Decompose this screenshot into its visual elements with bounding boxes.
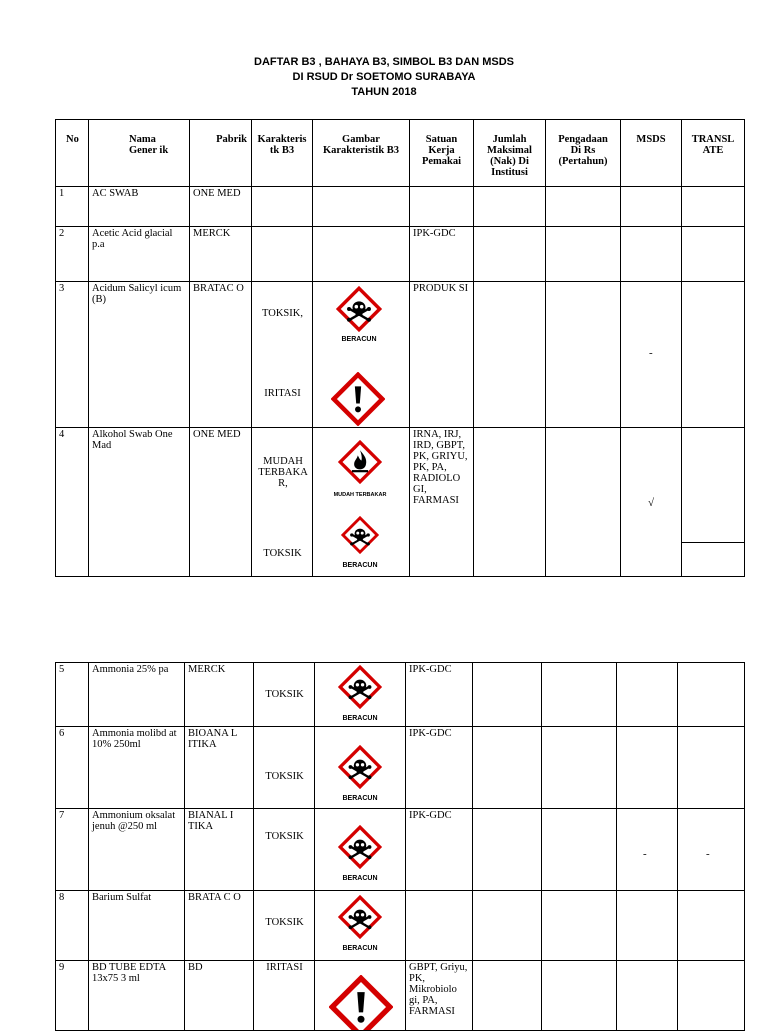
cell-pabrik: BIANAL I TIKA bbox=[185, 809, 254, 891]
cell-karakteristik bbox=[254, 663, 315, 727]
beracun-pictogram bbox=[323, 665, 397, 725]
cell-pabrik: BIOANA L ITIKA bbox=[185, 727, 254, 809]
cell-satuan: IPK-GDC bbox=[406, 809, 473, 891]
cell-translate bbox=[682, 227, 745, 282]
header-jumlah: Jumlah Maksimal (Nak) Di Institusi bbox=[474, 120, 546, 187]
cell-satuan: IPK-GDC bbox=[406, 727, 473, 809]
cell-gambar bbox=[315, 727, 406, 809]
cell-jumlah bbox=[473, 727, 542, 809]
beracun-pictogram bbox=[323, 286, 395, 348]
cell-pabrik: BRATAC O bbox=[190, 282, 252, 428]
cell-nama: Acidum Salicyl icum (B) bbox=[89, 282, 190, 428]
cell-karakteristik bbox=[254, 891, 315, 961]
cell-msds bbox=[621, 428, 682, 577]
header-pengadaan: Pengadaan Di Rs (Pertahun) bbox=[546, 120, 621, 187]
header-satuan: Satuan Kerja Pemakai bbox=[410, 120, 474, 187]
beracun-label: BERACUN bbox=[342, 875, 378, 882]
karakteristik-iritasi: IRITASI bbox=[266, 962, 303, 973]
table-row bbox=[56, 227, 745, 282]
cell-gambar bbox=[313, 227, 410, 282]
table-row bbox=[56, 727, 745, 809]
cell-msds bbox=[617, 727, 678, 809]
beracun-label: BERACUN bbox=[342, 945, 378, 952]
translate-value: - bbox=[706, 848, 710, 860]
cell-karakteristik bbox=[252, 428, 313, 577]
cell-pengadaan bbox=[542, 961, 617, 1031]
cell-no: 5 bbox=[56, 663, 89, 727]
mudah-terbakar-label: MUDAH TERBAKAR bbox=[333, 492, 387, 498]
cell-translate bbox=[682, 282, 745, 428]
cell-pengadaan bbox=[542, 727, 617, 809]
cell-karakteristik bbox=[252, 187, 313, 227]
beracun-label: BERACUN bbox=[342, 795, 378, 802]
cell-karakteristik bbox=[252, 227, 313, 282]
header-translate: TRANSL ATE bbox=[682, 120, 745, 187]
cell-translate bbox=[678, 961, 745, 1031]
cell-no: 3 bbox=[56, 282, 89, 428]
cell-satuan bbox=[410, 187, 474, 227]
msds-value: - bbox=[643, 848, 647, 860]
cell-msds bbox=[617, 809, 678, 891]
cell-nama: Ammonia 25% pa bbox=[89, 663, 185, 727]
beracun-pictogram bbox=[323, 516, 397, 572]
cell-nama: BD TUBE EDTA 13x75 3 ml bbox=[89, 961, 185, 1031]
cell-translate bbox=[682, 187, 745, 227]
cell-msds bbox=[621, 187, 682, 227]
karakteristik-toksik: TOKSIK bbox=[265, 917, 304, 928]
cell-no: 6 bbox=[56, 727, 89, 809]
header-msds: MSDS bbox=[621, 120, 682, 187]
karakteristik-iritasi: IRITASI bbox=[264, 388, 301, 399]
cell-nama: AC SWAB bbox=[89, 187, 190, 227]
cell-nama: Alkohol Swab One Mad bbox=[89, 428, 190, 577]
document-title bbox=[0, 55, 768, 100]
cell-msds bbox=[621, 282, 682, 428]
karakteristik-toksik: TOKSIK bbox=[265, 771, 304, 782]
cell-pengadaan bbox=[546, 187, 621, 227]
header-nama: Nama Gener ik bbox=[89, 120, 190, 187]
cell-karakteristik bbox=[254, 809, 315, 891]
cell-no: 2 bbox=[56, 227, 89, 282]
cell-pengadaan bbox=[542, 663, 617, 727]
karakteristik-toksik: TOKSIK bbox=[263, 548, 302, 559]
msds-value: √ bbox=[648, 497, 655, 509]
cell-pengadaan bbox=[542, 891, 617, 961]
cell-gambar bbox=[315, 961, 406, 1031]
cell-satuan bbox=[406, 891, 473, 961]
cell-satuan: IRNA, IRJ, IRD, GBPT, PK, GRIYU, PK, PA, RADIOLO GI, FARMASI bbox=[410, 428, 474, 577]
cell-translate bbox=[678, 891, 745, 961]
cell-satuan: IPK-GDC bbox=[410, 227, 474, 282]
cell-pengadaan bbox=[546, 282, 621, 428]
cell-jumlah bbox=[474, 428, 546, 577]
cell-satuan: IPK-GDC bbox=[406, 663, 473, 727]
cell-pengadaan bbox=[546, 428, 621, 577]
cell-gambar bbox=[315, 809, 406, 891]
table-row bbox=[56, 663, 745, 727]
karakteristik-mudah-terbakar: MUDAH TERBAKA R, bbox=[258, 456, 308, 489]
cell-msds bbox=[617, 663, 678, 727]
cell-pabrik: ONE MED bbox=[190, 428, 252, 577]
cell-jumlah bbox=[473, 663, 542, 727]
table-header-row bbox=[56, 120, 745, 187]
cell-nama: Acetic Acid glacial p.a bbox=[89, 227, 190, 282]
cell-pengadaan bbox=[542, 809, 617, 891]
msds-value: - bbox=[649, 347, 653, 359]
cell-pabrik: MERCK bbox=[185, 663, 254, 727]
header-pabrik: Pabrik bbox=[190, 120, 252, 187]
cell-nama: Ammonium oksalat jenuh @250 ml bbox=[89, 809, 185, 891]
table-row bbox=[56, 891, 745, 961]
karakteristik-toksik: TOKSIK bbox=[265, 689, 304, 700]
beracun-label: BERACUN bbox=[342, 562, 378, 569]
cell-translate bbox=[682, 428, 745, 577]
cell-msds bbox=[617, 891, 678, 961]
cell-satuan: PRODUK SI bbox=[410, 282, 474, 428]
title-line-3: TAHUN 2018 bbox=[351, 86, 417, 98]
mudah-terbakar-pictogram bbox=[323, 440, 397, 502]
cell-gambar bbox=[313, 428, 410, 577]
cell-translate bbox=[678, 663, 745, 727]
cell-no: 8 bbox=[56, 891, 89, 961]
table-row bbox=[56, 809, 745, 891]
cell-jumlah bbox=[474, 227, 546, 282]
cell-gambar bbox=[313, 187, 410, 227]
cell-pengadaan bbox=[546, 227, 621, 282]
table-row bbox=[56, 428, 745, 577]
karakteristik-toksik: TOKSIK bbox=[265, 831, 304, 842]
karakteristik-toksik: TOKSIK, bbox=[262, 308, 303, 319]
cell-jumlah bbox=[474, 187, 546, 227]
header-gambar: Gambar Karakteristik B3 bbox=[313, 120, 410, 187]
cell-satuan: GBPT, Griyu, PK, Mikrobiolo gi, PA, FARMASI bbox=[406, 961, 473, 1031]
cell-no: 7 bbox=[56, 809, 89, 891]
cell-msds bbox=[617, 961, 678, 1031]
cell-pabrik: MERCK bbox=[190, 227, 252, 282]
cell-jumlah bbox=[473, 809, 542, 891]
header-no: No bbox=[56, 120, 89, 187]
cell-gambar bbox=[313, 282, 410, 428]
b3-table-part-2 bbox=[55, 662, 745, 1031]
cell-divider bbox=[682, 542, 745, 543]
beracun-label: BERACUN bbox=[341, 336, 377, 343]
cell-karakteristik bbox=[252, 282, 313, 428]
b3-table-part-1 bbox=[55, 119, 745, 577]
cell-jumlah bbox=[474, 282, 546, 428]
title-line-1: DAFTAR B3 , BAHAYA B3, SIMBOL B3 DAN MSDS bbox=[254, 56, 514, 68]
cell-translate bbox=[678, 809, 745, 891]
cell-nama: Ammonia molibd at 10% 250ml bbox=[89, 727, 185, 809]
cell-translate bbox=[678, 727, 745, 809]
title-line-2: DI RSUD Dr SOETOMO SURABAYA bbox=[292, 71, 476, 83]
table-row bbox=[56, 961, 745, 1031]
cell-msds bbox=[621, 227, 682, 282]
cell-gambar bbox=[315, 663, 406, 727]
header-karakteristik: Karakteris tk B3 bbox=[252, 120, 313, 187]
cell-no: 4 bbox=[56, 428, 89, 577]
cell-nama: Barium Sulfat bbox=[89, 891, 185, 961]
cell-karakteristik bbox=[254, 727, 315, 809]
cell-pabrik: BRATA C O bbox=[185, 891, 254, 961]
cell-gambar bbox=[315, 891, 406, 961]
table-row bbox=[56, 187, 745, 227]
cell-no: 9 bbox=[56, 961, 89, 1031]
cell-pabrik: ONE MED bbox=[190, 187, 252, 227]
cell-jumlah bbox=[473, 891, 542, 961]
exclamation-icon bbox=[327, 372, 389, 426]
cell-pabrik: BD bbox=[185, 961, 254, 1031]
cell-jumlah bbox=[473, 961, 542, 1031]
beracun-pictogram bbox=[323, 745, 397, 805]
beracun-label: BERACUN bbox=[342, 715, 378, 722]
beracun-pictogram bbox=[323, 895, 397, 955]
cell-karakteristik bbox=[254, 961, 315, 1031]
cell-no: 1 bbox=[56, 187, 89, 227]
table-row bbox=[56, 282, 745, 428]
exclamation-icon bbox=[329, 975, 393, 1031]
beracun-pictogram bbox=[323, 825, 397, 885]
